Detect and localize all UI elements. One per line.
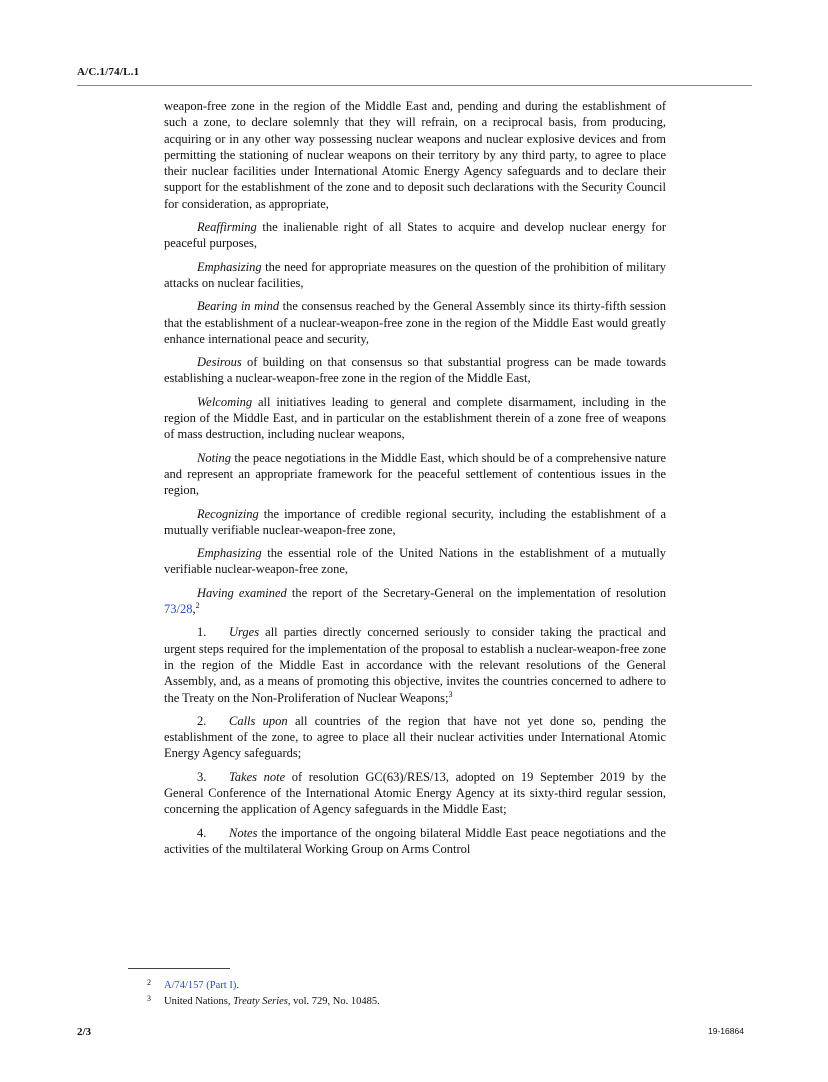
punctuation: , bbox=[192, 602, 196, 617]
job-number: 19-16864 bbox=[708, 1026, 744, 1036]
lead-phrase: Emphasizing bbox=[197, 259, 262, 274]
document-body bbox=[164, 98, 666, 864]
operative-paragraph bbox=[164, 769, 666, 818]
lead-phrase: Emphasizing bbox=[197, 546, 262, 561]
footnote-italic: Treaty Series bbox=[233, 996, 288, 1007]
paragraph-text: the report of the Secretary-General on the implementation of resolution bbox=[286, 585, 666, 600]
page-number: 2/3 bbox=[77, 1026, 92, 1038]
footnote-divider bbox=[128, 968, 230, 969]
paragraph-text: of building on that consensus so that substantial progress can be made towards establishing a nuclear-weapon-free zone in the region of the Middle East, bbox=[164, 355, 666, 386]
paragraph-number: 4. bbox=[197, 825, 207, 840]
lead-phrase: Reaffirming bbox=[197, 220, 257, 235]
paragraph-text: the importance of credible regional security, including the establishment of a mutually verifiable nuclear-weapon-free zone, bbox=[164, 506, 666, 537]
paragraph-number: 2. bbox=[197, 713, 207, 728]
footnote-ref[interactable]: 2 bbox=[195, 601, 200, 611]
lead-phrase: Takes note bbox=[229, 769, 286, 784]
paragraph-text: the need for appropriate measures on the question of the prohibition of military attacks on nuclear facilities, bbox=[164, 259, 666, 290]
operative-paragraph bbox=[164, 825, 666, 858]
preambular-paragraph bbox=[164, 394, 666, 443]
paragraph-text: the inalienable right of all States to acquire and develop nuclear energy for peaceful purposes, bbox=[164, 220, 666, 251]
footnote-2 bbox=[147, 978, 667, 994]
lead-phrase: Notes bbox=[229, 825, 258, 840]
preambular-paragraph bbox=[164, 354, 666, 387]
preambular-paragraph bbox=[164, 219, 666, 252]
paragraph-text: the essential role of the United Nations in the establishment of a mutually verifiable nuclear-weapon-free zone, bbox=[164, 546, 666, 577]
paragraph-number: 3. bbox=[197, 769, 207, 784]
document-symbol: A/C.1/74/L.1 bbox=[77, 66, 140, 78]
footnote-link[interactable]: A/74/157 (Part I) bbox=[164, 980, 237, 991]
lead-phrase: Desirous bbox=[197, 355, 242, 370]
resolution-link[interactable]: 73/28 bbox=[164, 602, 193, 617]
paragraph-number: 1. bbox=[197, 625, 207, 640]
paragraph-text: all parties directly concerned seriously to consider taking the practical and urgent steps required for the implementation of the proposal to establish a nuclear-weapon-free zone in the region of the Middle East in accordance with the relevant resolutions of the General Assembly, and, as a means of promoting this objective, invites the countries concerned to adhere to the Treaty on the Non-Proliferation of Nuclear Weapons; bbox=[164, 625, 666, 705]
header-divider bbox=[77, 85, 752, 86]
footnote-text: , vol. 729, No. 10485. bbox=[287, 996, 380, 1007]
preambular-paragraph bbox=[164, 506, 666, 539]
footnote-text: United Nations, bbox=[164, 996, 234, 1007]
preambular-paragraph bbox=[164, 259, 666, 292]
lead-phrase: Bearing in mind bbox=[197, 299, 280, 314]
lead-phrase: Urges bbox=[229, 625, 260, 640]
lead-phrase: Welcoming bbox=[197, 394, 253, 409]
lead-phrase: Calls upon bbox=[229, 713, 288, 728]
lead-phrase: Recognizing bbox=[197, 506, 259, 521]
operative-paragraph bbox=[164, 624, 666, 705]
paragraph-text: the importance of the ongoing bilateral Middle East peace negotiations and the activities of the multilateral Working Group on Arms Control bbox=[164, 825, 666, 856]
preambular-paragraph bbox=[164, 585, 666, 618]
paragraph-continuation: weapon-free zone in the region of the Middle East and, pending and during the establishment of such a zone, to declare solemnly that they will refrain, on a reciprocal basis, from producing, acquiring or in any other way possessing nuclear weapons and nuclear explosive devices and from permitting the stationing of nuclear weapons on their territory by any third party, to agree to place their nuclear facilities under International Atomic Energy Agency safeguards and to declare their support for the establishment of the zone and to deposit such declarations with the Security Council for consideration, as appropriate, bbox=[164, 99, 666, 211]
footnote-ref[interactable]: 3 bbox=[448, 689, 453, 699]
preambular-paragraph bbox=[164, 545, 666, 578]
operative-paragraph bbox=[164, 713, 666, 762]
punctuation: . bbox=[236, 980, 239, 991]
lead-phrase: Noting bbox=[197, 450, 232, 465]
footnotes bbox=[147, 978, 667, 1010]
footnote-mark: 2 bbox=[147, 978, 151, 987]
preambular-paragraph bbox=[164, 298, 666, 347]
footnote-mark: 3 bbox=[147, 994, 151, 1003]
footnote-3 bbox=[147, 994, 667, 1010]
paragraph-text: the consensus reached by the General Assembly since its thirty-fifth session that the establishment of a nuclear-weapon-free zone in the region of the Middle East would greatly enhance international peace and security, bbox=[164, 299, 667, 346]
paragraph-text: of resolution GC(63)/RES/13, adopted on 19 September 2019 by the General Conference of the International Atomic Energy Agency at its sixty-third regular session, concerning the application of Agency safeguards in the Middle East; bbox=[164, 769, 666, 817]
paragraph-text: the peace negotiations in the Middle East, which should be of a comprehensive nature and represent an appropriate framework for the peaceful settlement of contentious issues in the region, bbox=[164, 450, 666, 498]
paragraph-text: all initiatives leading to general and complete disarmament, including in the region of the Middle East, and in particular on the establishment therein of a zone free of weapons of mass destruction, including nuclear weapons, bbox=[164, 394, 666, 442]
lead-phrase: Having examined bbox=[197, 585, 287, 600]
paragraph-text: all countries of the region that have not yet done so, pending the establishment of the zone, to agree to place all their nuclear activities under International Atomic Energy Agency safeguards; bbox=[164, 713, 666, 761]
preambular-paragraph bbox=[164, 450, 666, 499]
